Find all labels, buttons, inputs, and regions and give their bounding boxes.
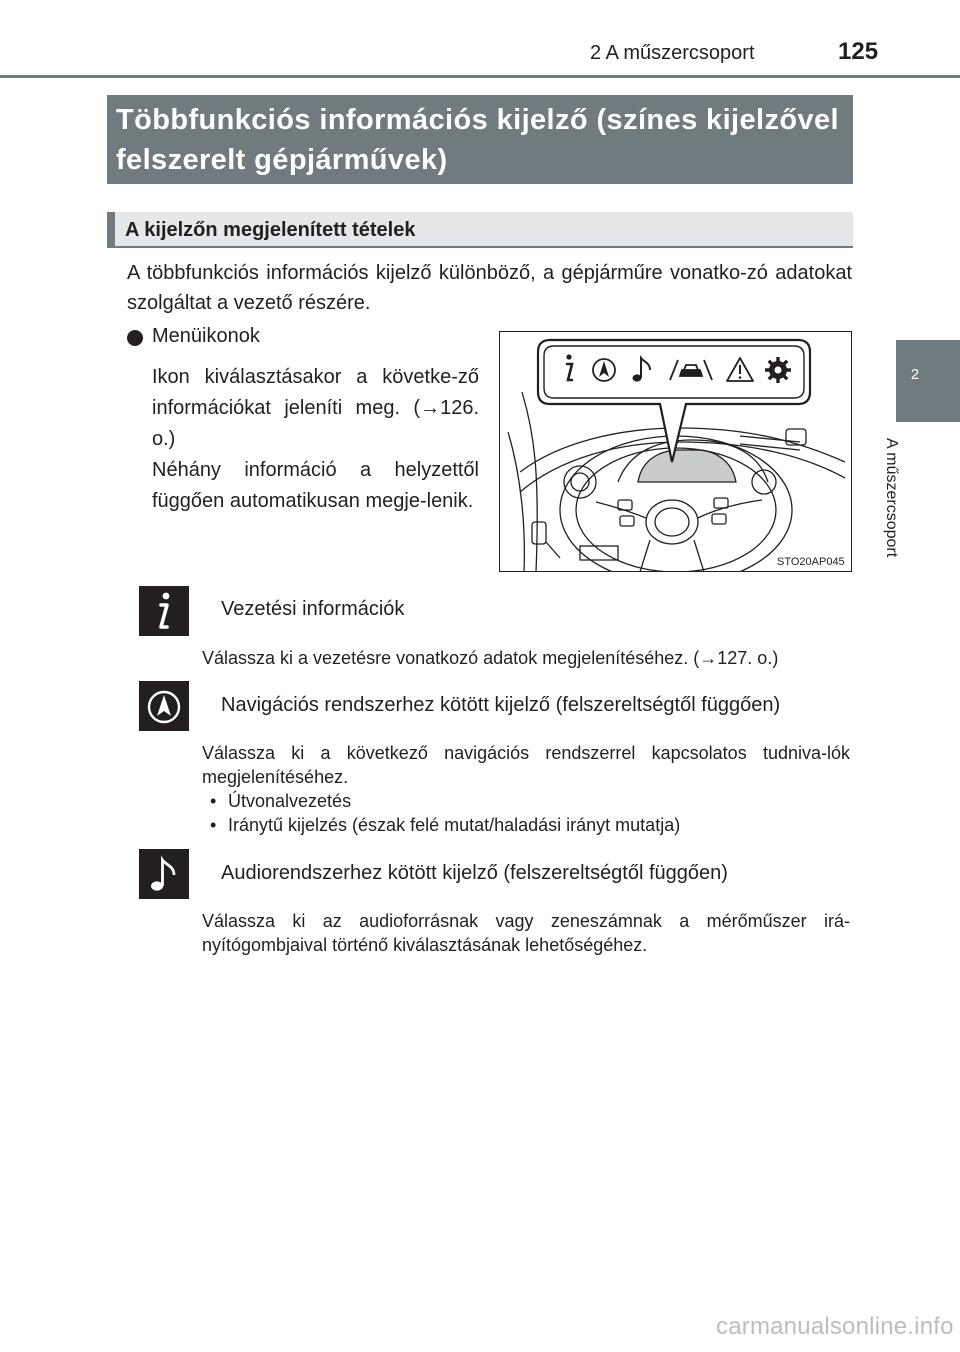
list-item: • Útvonalvezetés (202, 789, 850, 813)
settings-gear-icon (765, 357, 791, 383)
item-title-driving-info: Vezetési információk (221, 598, 405, 620)
bullet-title: Menüikonok (152, 325, 260, 347)
item-title-audio: Audiorendszerhez kötött kijelző (felszereltségtől függően) (221, 862, 728, 884)
chapter-tab (896, 340, 960, 422)
item-desc-navigation-text: Válassza ki a következő navigációs rendszerrel kapcsolatos tudniva-lók megjelenítéséhez. (202, 743, 850, 787)
chapter-side-label-text: A műszercsoport (883, 438, 900, 558)
bullet-paragraph-1: Ikon kiválasztásakor a követke-ző információkat jeleníti meg. (→126. o.) (152, 366, 479, 450)
watermark-url: carmanualsonline.info (716, 1313, 954, 1340)
navigation-options-list (202, 789, 850, 837)
dashboard-drawing (500, 332, 852, 572)
intro-paragraph: A többfunkciós információs kijelző különböző, a gépjárműre vonatko-zó adatokat szolgáltat a vezető részére. (127, 262, 852, 314)
subheading-accent-bar (107, 212, 115, 247)
list-item: • Iránytű kijelzés (észak felé mutat/haladási irányt mutatja) (202, 813, 850, 837)
dashboard-illustration (499, 331, 852, 572)
bullet-paragraph-2: Néhány információ a helyzettől függően automatikusan megje-lenik. (152, 459, 479, 512)
page-title: Többfunkciós információs kijelző (színes kijelzővel felszerelt gépjárművek) (116, 104, 840, 176)
bullet-body (152, 362, 479, 517)
navigation-icon (139, 681, 189, 731)
page-number: 125 (838, 38, 879, 65)
header-rule (0, 75, 960, 78)
bullet-dot-icon (127, 330, 143, 346)
chapter-side-label (880, 438, 916, 598)
running-header-section: 2 A műszercsoport (590, 42, 755, 64)
subheading-rule (107, 246, 853, 248)
music-note-icon (139, 849, 189, 899)
figure-code: STO20AP045 (777, 556, 845, 568)
chapter-tab-number: 2 (910, 366, 920, 383)
item-desc-driving-info: Válassza ki a vezetésre vonatkozó adatok megjelenítéséhez. (→127. o.) (202, 648, 779, 668)
item-desc-audio: Válassza ki az audioforrásnak vagy zeneszámnak a mérőműszer irá-nyítógombjaival történő kiválasztásának lehetőségéhez. (202, 911, 850, 955)
subheading: A kijelzőn megjelenített tételek (125, 219, 416, 241)
item-title-navigation: Navigációs rendszerhez kötött kijelző (felszereltségtől függően) (221, 694, 781, 716)
item-desc-navigation (202, 741, 850, 837)
info-icon (139, 586, 189, 636)
